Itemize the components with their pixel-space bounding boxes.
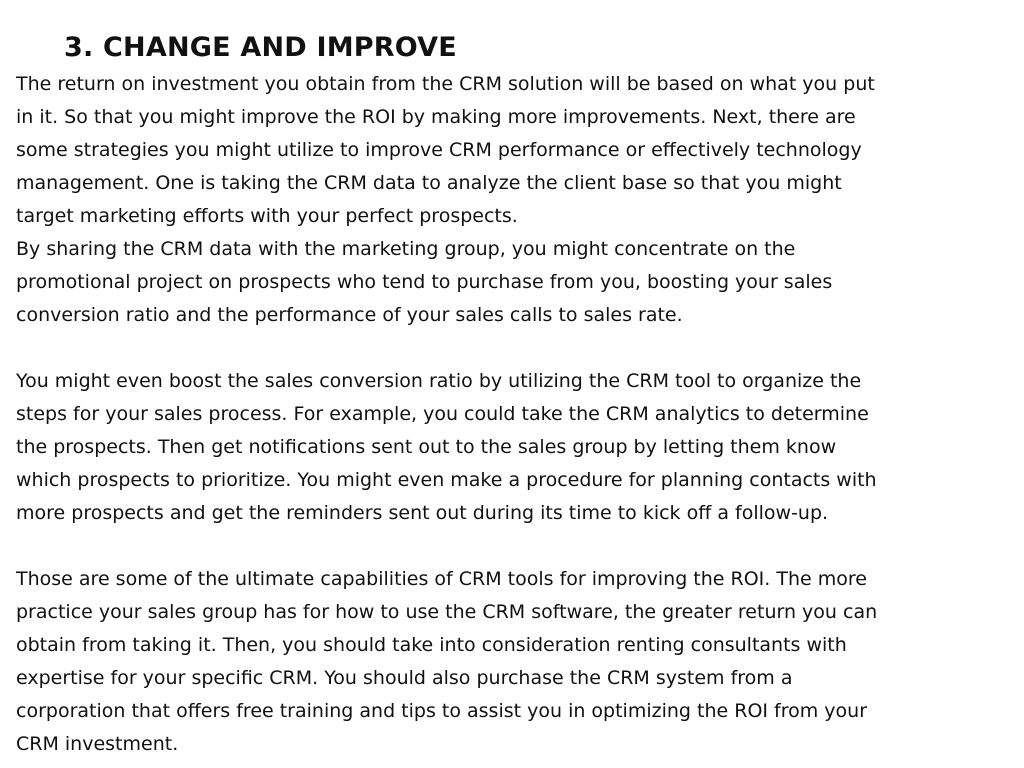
text-line: By sharing the CRM data with the marketing group, you might concentrate on the: [16, 238, 796, 260]
text-line: more prospects and get the reminders sent out during its time to kick off a follow-up.: [16, 502, 829, 524]
paragraph-spacer: [16, 332, 1016, 365]
paragraph-4: [16, 563, 1016, 761]
text-line: CRM investment.: [16, 733, 179, 755]
text-line: target marketing efforts with your perfect prospects.: [16, 205, 518, 227]
text-line: management. One is taking the CRM data to analyze the client base so that you might: [16, 172, 842, 194]
paragraph-1: [16, 68, 1016, 233]
text-line: expertise for your specific CRM. You should also purchase the CRM system from a: [16, 667, 793, 689]
paragraph-3: [16, 365, 1016, 530]
text-line: which prospects to prioritize. You might even make a procedure for planning contacts with: [16, 469, 877, 491]
text-line: in it. So that you might improve the ROI by making more improvements. Next, there are: [16, 106, 856, 128]
text-line: obtain from taking it. Then, you should take into consideration renting consultants with: [16, 634, 847, 656]
text-line: Those are some of the ultimate capabilities of CRM tools for improving the ROI. The more: [16, 568, 867, 590]
article-body: [16, 68, 1016, 761]
text-line: the prospects. Then get notifications sent out to the sales group by letting them know: [16, 436, 837, 458]
text-line: You might even boost the sales conversion ratio by utilizing the CRM tool to organize the: [16, 370, 862, 392]
text-line: The return on investment you obtain from the CRM solution will be based on what you put: [16, 73, 875, 95]
text-line: corporation that offers free training and tips to assist you in optimizing the ROI from your: [16, 700, 868, 722]
section-heading: 3. CHANGE AND IMPROVE: [64, 32, 457, 63]
paragraph-2: [16, 233, 1016, 332]
text-line: practice your sales group has for how to use the CRM software, the greater return you can: [16, 601, 878, 623]
text-line: steps for your sales process. For example, you could take the CRM analytics to determine: [16, 403, 869, 425]
paragraph-spacer: [16, 530, 1016, 563]
text-line: conversion ratio and the performance of your sales calls to sales rate.: [16, 304, 683, 326]
text-line: some strategies you might utilize to improve CRM performance or effectively technology: [16, 139, 862, 161]
text-line: promotional project on prospects who tend to purchase from you, boosting your sales: [16, 271, 833, 293]
